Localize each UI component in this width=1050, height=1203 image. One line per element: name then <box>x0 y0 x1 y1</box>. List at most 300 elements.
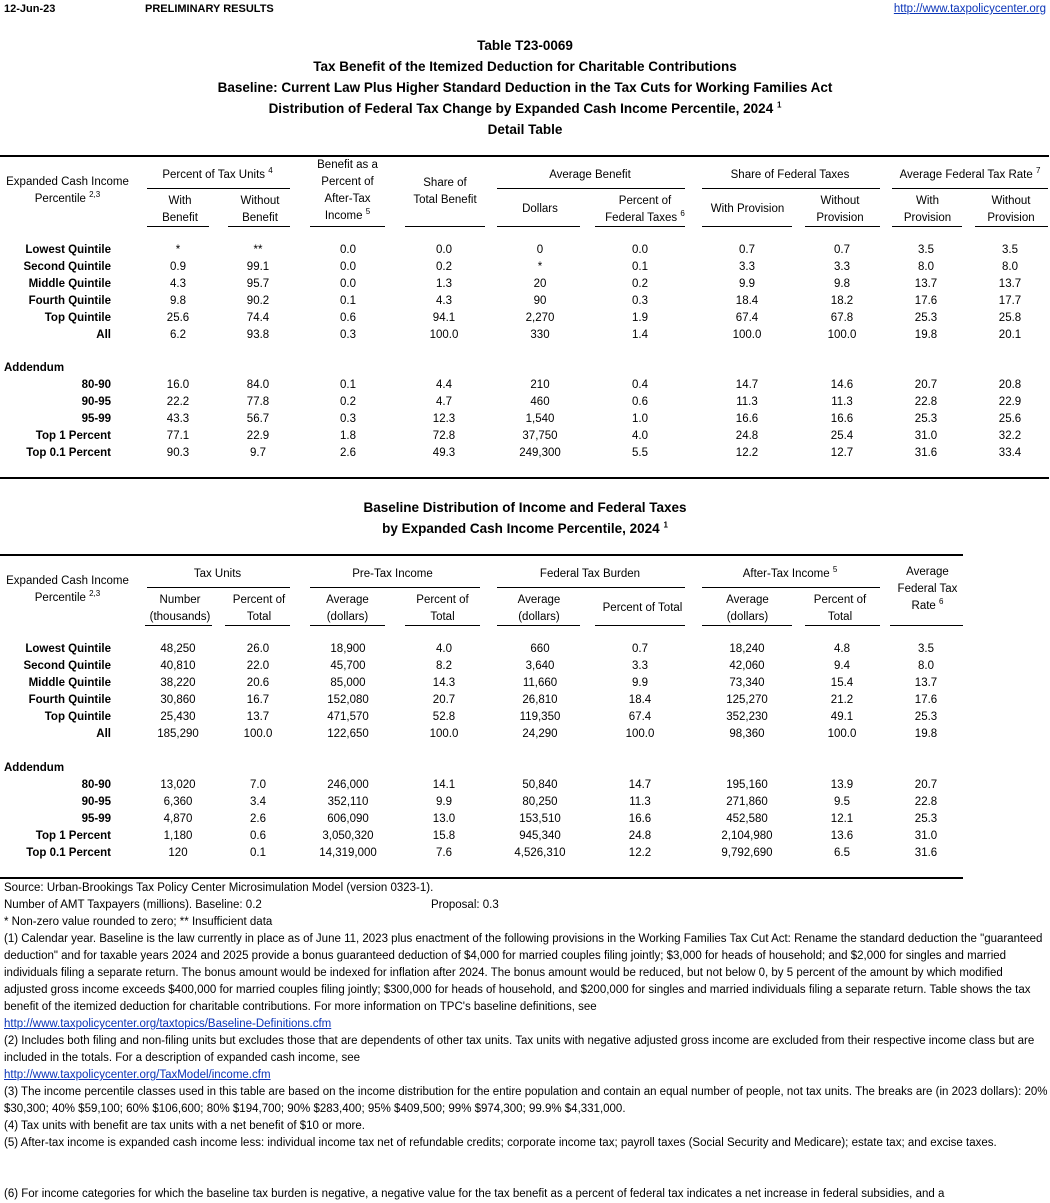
t1-rule <box>228 226 290 227</box>
table-cell: 4.3 <box>436 295 452 307</box>
table-cell: 5.5 <box>632 447 648 459</box>
table-cell: 9.8 <box>834 278 850 290</box>
table-cell: 6,360 <box>163 796 193 808</box>
table-cell: 9.9 <box>739 278 755 290</box>
row-label: All <box>96 728 111 740</box>
table-cell: 20.7 <box>914 379 938 391</box>
table-cell: 0.2 <box>632 278 648 290</box>
table-cell: 25.6 <box>998 413 1022 425</box>
t2-rule <box>805 625 880 626</box>
table-cell: 3.3 <box>834 261 850 273</box>
table-cell: 4.0 <box>436 643 452 655</box>
table-cell: 0.1 <box>250 847 266 859</box>
table-cell: 67.4 <box>735 312 759 324</box>
footnote-1: (1) Calendar year. Baseline is the law currently in place as of June 11, 2023 plus enactment of the following provisions in the Working Families Tax Cut Act: Rename the standard deduction the "guaranteed deduction" and for taxable years 2024 and 2025 provide a bonus guaranteed deduction of $4,000 for married couples filing jointly; $3,000 for heads of household; and $2,000 for singles and married individuals filing a separate return. The bonus amount would be indexed for inflation after 2024. The bonus amount would be reduced, but not below 0, by 5 percent of the amount by which modified adjusted gross income exceeds $400,000 for married couples filing jointly; $300,000 for heads of household, and $200,000 for singles and married individuals filing a separate return. Table shows the tax benefit of the itemized deduction for charitable contributions. For more information on TPC's baseline definitions, see <box>4 933 1043 1013</box>
table-cell: 25.3 <box>914 413 938 425</box>
table-cell: 20.8 <box>998 379 1022 391</box>
table-cell: 17.6 <box>914 694 938 706</box>
t2-rule <box>497 587 685 588</box>
t1-rule <box>147 226 209 227</box>
table-cell: 26,810 <box>522 694 558 706</box>
source-note: Source: Urban-Brookings Tax Policy Center Microsimulation Model (version 0323-1). <box>4 882 434 894</box>
table-cell: 195,160 <box>726 779 768 791</box>
table-cell: 22.2 <box>166 396 190 408</box>
table-cell: 0.2 <box>436 261 452 273</box>
table-cell: 0.3 <box>340 329 356 341</box>
table-cell: 100.0 <box>429 329 459 341</box>
addendum-label: Addendum <box>4 762 65 774</box>
table-cell: 0.7 <box>632 643 648 655</box>
table-cell: 0.0 <box>632 244 648 256</box>
table-cell: 25.3 <box>914 312 938 324</box>
table-cell: 16.6 <box>735 413 759 425</box>
table-cell: 945,340 <box>519 830 561 842</box>
table-cell: 31.0 <box>914 830 938 842</box>
t1-pct-tax-units-header: Percent of Tax Units $^4$ <box>162 166 273 181</box>
table-cell: 13.7 <box>246 711 270 723</box>
table-cell: 1,180 <box>163 830 193 842</box>
table-cell: 43.3 <box>166 413 190 425</box>
table-cell: 0.1 <box>340 295 356 307</box>
t1-avg-rate-rule <box>892 188 1048 189</box>
t2-rule <box>595 625 685 626</box>
table-cell: 3.5 <box>1002 244 1018 256</box>
t1-rule <box>702 226 792 227</box>
t2-aftertax-avg-header: Average (dollars) <box>726 594 769 623</box>
table-cell: 13.7 <box>998 278 1022 290</box>
table-cell: 1.3 <box>436 278 452 290</box>
table-cell: 100.0 <box>243 728 273 740</box>
table-cell: 31.6 <box>914 447 938 459</box>
preliminary-label: PRELIMINARY RESULTS <box>145 3 274 15</box>
table-cell: 8.0 <box>918 660 934 672</box>
table-cell: 11.3 <box>831 396 853 408</box>
t2-rule <box>145 625 212 626</box>
table1-bottom-rule <box>0 477 1049 479</box>
t2-rule <box>497 625 580 626</box>
table-cell: 67.4 <box>628 711 652 723</box>
table-cell: 460 <box>530 396 550 408</box>
table-cell: 22.9 <box>998 396 1022 408</box>
table-cell: 352,110 <box>327 796 369 808</box>
t1-rule <box>310 226 385 227</box>
table-cell: 13.0 <box>432 813 456 825</box>
table-cell: 3,640 <box>525 660 555 672</box>
table-cell: 14.7 <box>628 779 652 791</box>
table2-bottom-rule <box>0 877 963 879</box>
t2-tax-units-header: Tax Units <box>193 568 242 580</box>
table-cell: 471,570 <box>327 711 369 723</box>
table-cell: 4.3 <box>170 278 186 290</box>
row-label: Top Quintile <box>44 711 111 723</box>
t1-rule <box>892 226 962 227</box>
t2-aftertax-pct-header: Percent of Total <box>813 594 867 623</box>
table-cell: 25.4 <box>830 430 854 442</box>
table-cell: 0.1 <box>340 379 356 391</box>
table-cell: 0.0 <box>340 278 356 290</box>
table-cell: 1.8 <box>340 430 356 442</box>
row-label: Second Quintile <box>23 261 111 273</box>
table-cell: 3.5 <box>918 244 934 256</box>
table-cell: 20.7 <box>914 779 938 791</box>
t1-share-fed-rule <box>702 188 880 189</box>
table-cell: 22.9 <box>246 430 270 442</box>
table-cell: 1,540 <box>525 413 555 425</box>
table-cell: 100.0 <box>827 728 857 740</box>
table-cell: 73,340 <box>729 677 765 689</box>
table-cell: 16.7 <box>246 694 270 706</box>
table-cell: 0.3 <box>632 295 648 307</box>
addendum-label: Addendum <box>4 362 65 374</box>
table-cell: 93.8 <box>246 329 270 341</box>
row-label: Top 1 Percent <box>35 430 111 442</box>
table-cell: 2.6 <box>340 447 356 459</box>
table-cell: 0.9 <box>170 261 186 273</box>
table-cell: 13.7 <box>914 278 938 290</box>
t1-with-benefit-header: With Benefit <box>162 195 198 224</box>
table-cell: 25.6 <box>166 312 190 324</box>
table-cell: 17.7 <box>998 295 1022 307</box>
table-cell: 22.8 <box>914 396 938 408</box>
table-cell: 15.8 <box>432 830 456 842</box>
t1-without-provision-header: Without Provision <box>816 195 864 224</box>
table-cell: ** <box>253 244 263 256</box>
table-cell: 13.7 <box>914 677 938 689</box>
table-cell: 38,220 <box>160 677 196 689</box>
income-definition-link[interactable]: http://www.taxpolicycenter.org/TaxModel/income.cfm <box>4 1069 271 1081</box>
table-cell: 67.8 <box>830 312 854 324</box>
table-cell: 660 <box>530 643 550 655</box>
table-cell: 22.0 <box>246 660 270 672</box>
tpc-link[interactable]: http://www.taxpolicycenter.org <box>893 3 1046 15</box>
t1-rate-with-header: With Provision <box>903 195 952 224</box>
table-cell: 14.3 <box>432 677 456 689</box>
row-label: Top 0.1 Percent <box>26 447 111 459</box>
row-label: Fourth Quintile <box>28 694 111 706</box>
table-cell: 8.0 <box>918 261 934 273</box>
table-cell: 19.8 <box>914 728 938 740</box>
t1-rule <box>595 226 685 227</box>
table-cell: 31.6 <box>914 847 938 859</box>
table-cell: 49.3 <box>432 447 456 459</box>
t1-avg-benefit-rule <box>497 188 685 189</box>
t1-pct-fed-header: Percent of Federal Taxes $^6$ <box>605 195 685 224</box>
t2-rule <box>702 587 880 588</box>
row-label: 90-95 <box>81 796 111 808</box>
table-cell: 3.4 <box>250 796 266 808</box>
table-cell: 9.8 <box>170 295 186 307</box>
table-cell: 20.6 <box>246 677 270 689</box>
t1-avg-benefit-header: Average Benefit <box>549 169 631 181</box>
table-cell: 3.3 <box>739 261 755 273</box>
table-cell: 9.4 <box>834 660 850 672</box>
title-line-3: Distribution of Federal Tax Change by Expanded Cash Income Percentile, 2024 $^1$ <box>268 100 782 116</box>
table-cell: 0.1 <box>632 261 648 273</box>
table-cell: 21.2 <box>830 694 854 706</box>
t2-burden-avg-header: Average (dollars) <box>517 594 561 623</box>
table-cell: 50,840 <box>522 779 558 791</box>
table-cell: 100.0 <box>732 329 762 341</box>
table-cell: 210 <box>530 379 550 391</box>
table-cell: 119,350 <box>519 711 561 723</box>
table-cell: 14.1 <box>432 779 456 791</box>
t2-rule <box>310 587 480 588</box>
table-cell: 153,510 <box>519 813 561 825</box>
row-label: Top Quintile <box>44 312 111 324</box>
table-cell: 17.6 <box>914 295 938 307</box>
table-cell: 56.7 <box>246 413 270 425</box>
row-label: 80-90 <box>81 779 111 791</box>
table-cell: 11.3 <box>629 796 651 808</box>
table-cell: 45,700 <box>330 660 366 672</box>
table-cell: 85,000 <box>330 677 366 689</box>
t1-rate-without-header: Without Provision <box>987 195 1035 224</box>
table-cell: 352,230 <box>726 711 768 723</box>
table-cell: 3.5 <box>918 643 934 655</box>
table-cell: 6.2 <box>170 329 186 341</box>
table1-top-rule <box>0 155 1049 157</box>
table-cell: * <box>175 244 181 256</box>
t1-rule <box>497 226 580 227</box>
table-cell: 100.0 <box>827 329 857 341</box>
t2-rule <box>702 625 792 626</box>
table2-title-2: by Expanded Cash Income Percentile, 2024 $^1$ <box>382 520 668 536</box>
table-cell: 13.6 <box>830 830 854 842</box>
t2-rule <box>890 625 963 626</box>
table-cell: 0.7 <box>739 244 755 256</box>
row-label: 80-90 <box>81 379 111 391</box>
table-cell: 25,430 <box>160 711 196 723</box>
footnote-2: (2) Includes both filing and non-filing units but excludes those that are dependents of other tax units. Tax units with negative adjusted gross income are excluded from their respective income class but are included in the totals. For a description of expanded cash income, see <box>4 1035 1035 1064</box>
table-cell: 100.0 <box>429 728 459 740</box>
t1-percentile-header: Expanded Cash Income Percentile $^{2,3}$ <box>6 176 129 205</box>
table-cell: 12.2 <box>735 447 759 459</box>
table-cell: 19.8 <box>914 329 938 341</box>
row-label: Middle Quintile <box>28 677 111 689</box>
table-cell: 72.8 <box>432 430 456 442</box>
t1-rule <box>405 226 485 227</box>
t1-without-benefit-header: Without Benefit <box>240 195 280 224</box>
table-cell: 185,290 <box>157 728 199 740</box>
t2-aftertax-header: After-Tax Income $^5$ <box>742 565 838 580</box>
table-cell: 14.6 <box>830 379 854 391</box>
table-cell: 7.0 <box>250 779 266 791</box>
row-label: 95-99 <box>81 413 111 425</box>
footnote-3: (3) The income percentile classes used in this table are based on the income distribution for the entire population and contain an equal number of people, not tax units. The breaks are (in 2023 dollars): 20% $30,300; 40% $59,100; 60% $106,600; 80% $194,700; 90% $283,400; 95% $409,500; 99% $974,300; 99.9% $4,331,000. <box>4 1086 1048 1115</box>
table-cell: * <box>537 261 543 273</box>
table-cell: 20 <box>533 278 547 290</box>
table-cell: 77.8 <box>246 396 270 408</box>
table-cell: 52.8 <box>432 711 456 723</box>
table-cell: 16.6 <box>628 813 652 825</box>
table-cell: 42,060 <box>729 660 765 672</box>
table-cell: 122,650 <box>327 728 369 740</box>
footnote-5: (5) After-tax income is expanded cash income less: individual income tax net of refundable credits; corporate income tax; payroll taxes (Social Security and Medicare); estate tax; and excise taxes. <box>4 1137 997 1149</box>
table-cell: 11.3 <box>736 396 758 408</box>
table-cell: 0 <box>536 244 544 256</box>
table-cell: 33.4 <box>998 447 1022 459</box>
nonzero-note: * Non-zero value rounded to zero; ** Insufficient data <box>4 916 273 928</box>
t2-rule <box>147 587 290 588</box>
table-cell: 25.3 <box>914 711 938 723</box>
table-cell: 1.4 <box>632 329 648 341</box>
table-cell: 2,104,980 <box>721 830 773 842</box>
t1-share-fed-header: Share of Federal Taxes <box>730 169 850 181</box>
table-id: Table T23-0069 <box>477 38 573 53</box>
t1-share-total-header: Share of Total Benefit <box>413 177 477 206</box>
table-cell: 84.0 <box>246 379 270 391</box>
table-cell: 606,090 <box>327 813 369 825</box>
t2-rule <box>310 625 385 626</box>
row-label: 90-95 <box>81 396 111 408</box>
table-cell: 37,750 <box>522 430 558 442</box>
table-cell: 22.8 <box>914 796 938 808</box>
table-cell: 12.3 <box>432 413 456 425</box>
table-cell: 246,000 <box>327 779 369 791</box>
table-cell: 94.1 <box>432 312 456 324</box>
t1-dollars-header: Dollars <box>522 203 558 215</box>
table-cell: 452,580 <box>726 813 768 825</box>
t1-pct-tax-units-rule <box>147 188 290 189</box>
table-cell: 18.4 <box>628 694 652 706</box>
table-cell: 16.0 <box>166 379 190 391</box>
t2-pretax-avg-header: Average (dollars) <box>326 594 369 623</box>
t2-rate-header: Average Federal Tax Rate $^6$ <box>897 566 958 612</box>
table-cell: 20.7 <box>432 694 456 706</box>
t2-rule <box>225 625 290 626</box>
table-cell: 2,270 <box>525 312 555 324</box>
table-cell: 1.9 <box>632 312 648 324</box>
table-cell: 32.2 <box>998 430 1022 442</box>
table-cell: 4.8 <box>834 643 850 655</box>
table-cell: 77.1 <box>166 430 190 442</box>
table-cell: 40,810 <box>160 660 196 672</box>
table-cell: 49.1 <box>830 711 854 723</box>
table-cell: 6.5 <box>834 847 850 859</box>
t1-with-provision-header: With Provision <box>710 203 785 215</box>
footnote-4: (4) Tax units with benefit are tax units with a net benefit of $10 or more. <box>4 1120 365 1132</box>
t1-rule <box>975 226 1048 227</box>
row-label: Middle Quintile <box>28 278 111 290</box>
table-cell: 90.2 <box>246 295 270 307</box>
table-cell: 25.8 <box>998 312 1022 324</box>
table-cell: 9,792,690 <box>721 847 773 859</box>
table-cell: 14,319,000 <box>319 847 377 859</box>
table-cell: 25.3 <box>914 813 938 825</box>
table-cell: 271,860 <box>726 796 768 808</box>
table-cell: 0.4 <box>632 379 648 391</box>
row-label: 95-99 <box>81 813 111 825</box>
table-cell: 24,290 <box>522 728 558 740</box>
table-cell: 18,900 <box>330 643 366 655</box>
table-cell: 7.6 <box>436 847 452 859</box>
amt-note: Number of AMT Taxpayers (millions). Baseline: 0.2 <box>4 899 262 911</box>
table-cell: 30,860 <box>160 694 196 706</box>
table-cell: 11,660 <box>522 677 558 689</box>
t2-pretax-pct-header: Percent of Total <box>416 594 469 623</box>
table-cell: 90 <box>533 295 547 307</box>
table-cell: 100.0 <box>625 728 655 740</box>
table-cell: 12.1 <box>830 813 854 825</box>
table-cell: 24.8 <box>735 430 759 442</box>
table-cell: 9.9 <box>632 677 648 689</box>
row-label: Top 1 Percent <box>35 830 111 842</box>
table-cell: 12.7 <box>830 447 854 459</box>
t2-number-header: Number (thousands) <box>149 594 211 623</box>
table-cell: 3,050,320 <box>322 830 374 842</box>
row-label: Lowest Quintile <box>25 643 111 655</box>
t2-pretax-header: Pre-Tax Income <box>352 568 433 580</box>
table-cell: 0.6 <box>632 396 648 408</box>
t2-fed-burden-header: Federal Tax Burden <box>539 568 641 580</box>
table-cell: 20.1 <box>998 329 1022 341</box>
table-cell: 31.0 <box>914 430 938 442</box>
title-line-4: Detail Table <box>487 122 563 137</box>
title-line-2: Baseline: Current Law Plus Higher Standard Deduction in the Tax Cuts for Working Families Act <box>217 80 833 95</box>
table-cell: 48,250 <box>160 643 196 655</box>
t1-avg-rate-header: Average Federal Tax Rate $^7$ <box>899 166 1041 181</box>
table-cell: 8.2 <box>436 660 452 672</box>
table-cell: 13,020 <box>160 779 196 791</box>
table-cell: 1.0 <box>632 413 648 425</box>
table-cell: 9.5 <box>834 796 850 808</box>
table-cell: 18,240 <box>729 643 765 655</box>
table-cell: 0.0 <box>340 261 356 273</box>
table-cell: 4.7 <box>436 396 452 408</box>
table-cell: 0.2 <box>340 396 356 408</box>
table-cell: 3.3 <box>632 660 648 672</box>
t1-benefit-pct-header: Benefit as a Percent of After-Tax Income $^5$ <box>317 159 378 222</box>
table-cell: 4,526,310 <box>514 847 566 859</box>
title-line-1: Tax Benefit of the Itemized Deduction for Charitable Contributions <box>313 59 737 74</box>
table-cell: 152,080 <box>327 694 369 706</box>
table-cell: 2.6 <box>250 813 266 825</box>
row-label: All <box>96 329 111 341</box>
table-cell: 9.7 <box>250 447 266 459</box>
baseline-definitions-link[interactable]: http://www.taxpolicycenter.org/taxtopics/Baseline-Definitions.cfm <box>4 1018 332 1030</box>
t2-burden-pct-header: Percent of Total <box>602 602 683 614</box>
table-cell: 99.1 <box>246 261 270 273</box>
table-cell: 125,270 <box>726 694 768 706</box>
table-cell: 0.0 <box>340 244 356 256</box>
t2-rule <box>405 625 480 626</box>
table-cell: 98,360 <box>729 728 765 740</box>
table-cell: 4,870 <box>163 813 193 825</box>
table-cell: 24.8 <box>628 830 652 842</box>
table-cell: 15.4 <box>830 677 854 689</box>
table-cell: 16.6 <box>830 413 854 425</box>
row-label: Fourth Quintile <box>28 295 111 307</box>
table-cell: 18.2 <box>830 295 854 307</box>
table-cell: 0.3 <box>340 413 356 425</box>
table-cell: 18.4 <box>735 295 759 307</box>
row-label: Lowest Quintile <box>25 244 111 256</box>
table2-title-1: Baseline Distribution of Income and Federal Taxes <box>363 500 687 515</box>
table-cell: 26.0 <box>246 643 270 655</box>
table-cell: 90.3 <box>166 447 190 459</box>
report-date: 12-Jun-23 <box>4 3 56 15</box>
table-cell: 80,250 <box>522 796 558 808</box>
table-cell: 12.2 <box>628 847 652 859</box>
table-cell: 0.0 <box>436 244 452 256</box>
table-cell: 74.4 <box>246 312 270 324</box>
table-cell: 9.9 <box>436 796 452 808</box>
table-cell: 14.7 <box>735 379 759 391</box>
t2-pct-total-header: Percent of Total <box>232 594 286 623</box>
table-cell: 0.6 <box>340 312 356 324</box>
table-cell: 0.7 <box>834 244 850 256</box>
table-cell: 95.7 <box>246 278 270 290</box>
